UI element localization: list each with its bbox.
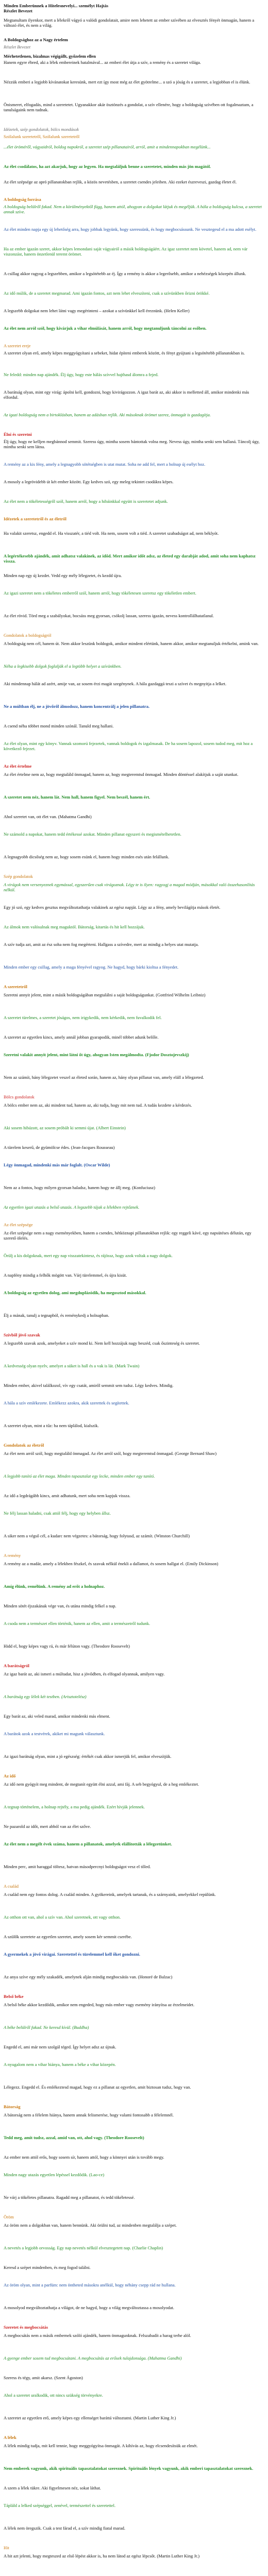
text-paragraph: A kedvesség olyan nyelv, amelyet a süket is hall és a vak is lát. (Mark Twain) — [4, 1363, 140, 1368]
text-paragraph: A lélek mindig tudja, mit kell tennie, hogy meggyógyítsa önmagát. A kihívás az, hogy elcsendesítsük az elmét. — [4, 2443, 198, 2448]
text-paragraph: A szeretet nem néz, hanem lát. Nem hall, hanem figyel. Nem beszél, hanem ért. — [4, 794, 150, 800]
text-paragraph: A tegnap történelem, a holnap rejtély, a ma pedig ajándék. Ezért hívják jelennek. — [4, 1804, 145, 1809]
text-paragraph: Az élet minden napja egy új lehetőség arra, hogy jobbak legyünk, hogy szeressünk, és hogy megbocsássunk. Ne vesztegesd el a ma adott esélyt. — [4, 227, 257, 232]
document-heading: Minden Emberünnek a Hitelesnevelyi... személyt Hajtás Részlet Bevezet — [4, 3, 109, 13]
text-paragraph: A hit azt jelenti, hogy megteszed az első lépést akkor is, ha nem látod az egész lépcsőt. (Martin Luther King Jr.) — [4, 2553, 200, 2558]
text-paragraph: Ahol a szeretet uralkodik, ott nincs szükség törvényekre. — [4, 2393, 103, 2398]
section-heading: Bölcs gondolatok — [4, 1094, 35, 1099]
text-paragraph: Az igazi szeretet nem a tökéletes emberről szól, hanem arról, hogy tökéletesen szeretsz egy tökéletlen embert. — [4, 590, 196, 596]
text-paragraph: Minden ember, akivel találkozol, vív egy csatát, amiről semmit sem tudsz. Légy kedves. Mindig. — [4, 1383, 174, 1388]
text-paragraph: Az idő múlik, de a szeretet megmarad. Ami igazán fontos, azt nem lehet elveszíteni, csak a szívünkben őrizni örökké. — [4, 291, 210, 296]
text-paragraph: A barátság egy lélek két testben. (Arisztotelész) — [4, 1694, 87, 1699]
text-paragraph: Az élet értelme nem az, hogy megtaláld önmagad, hanem az, hogy megteremtsd önmagad. Minden döntéssel alakítjuk a saját utunkat. — [4, 772, 239, 777]
text-paragraph: A szeretet türelmes, a szeretet jóságos, nem irigykedik, nem kérkedik, nem fuvalkodik fel. — [4, 1015, 162, 1020]
text-paragraph: A napfény mindig a felhők mögött van. Várj türelemmel, és újra kisüt. — [4, 1273, 127, 1278]
text-paragraph: Az élet szépsége nem a nagy eseményekben, hanem a csendes, hétköznapi pillanatokban rejlik: egy reggeli kávé, egy napsütéses délután, egy szerető ölelés. — [4, 1230, 252, 1241]
text-paragraph: Légy önmagad, mindenki más már foglalt. (Oscar Wilde) — [4, 1162, 110, 1167]
text-paragraph: Ne várj a tökéletes pillanatra. Ragadd meg a pillanatot, és tedd tökéletessé. — [4, 2195, 135, 2200]
text-paragraph: Az otthon ott van, ahol a szív van. Ahol szeretnek, ott vagy otthon. — [4, 1914, 121, 1920]
text-paragraph: A barátok azok a testvérek, akiket mi magunk választunk. — [4, 1731, 105, 1736]
text-paragraph: Hidd el, hogy képes vagy rá, és már félúton vagy. (Theodore Roosevelt) — [4, 1643, 130, 1649]
text-paragraph: Nem az a fontos, hogy milyen gyorsan haladsz, hanem hogy ne állj meg. (Konfuciusz) — [4, 1185, 156, 1190]
section-heading: Gondolatok az életről — [4, 1443, 44, 1448]
text-paragraph: Egy barát az, aki veled marad, amikor mindenki más elment. — [4, 1714, 110, 1719]
text-paragraph: A család nem egy fontos dolog. A család minden. A gyökereink, amelyek tartanak, és a szárnyaink, amelyekkel repülünk. — [4, 1892, 216, 1897]
section-heading: A szeretet ereje — [4, 343, 31, 348]
section-heading: Szólalunk szeretetről, Szólalunk szeretetről — [4, 134, 80, 139]
text-paragraph: Amíg élünk, remélünk. A remény ad erőt a holnaphoz. — [4, 1584, 105, 1589]
text-paragraph: A hála a szív emlékezete. Emlékezz azokra, akik szerettek és segítettek. — [4, 1400, 129, 1405]
text-paragraph: Minden perc, amit haraggal töltesz, hatvan másodpercnyi boldogságot vesz el tőled. — [4, 1864, 151, 1869]
section-heading: Élni és szeretni — [4, 432, 32, 437]
text-paragraph: A nyugalom nem a vihar hiánya, hanem a béke a vihar közepén. — [4, 2062, 116, 2067]
section-heading: Az idő — [4, 1773, 16, 1778]
text-paragraph: Az ember nem attól erős, hogy sosem sír, hanem attól, hogy a könnyei után is tovább megy. — [4, 2155, 164, 2160]
section-heading: Szép gondolatok — [4, 874, 33, 879]
text-paragraph: Ne feledd: minden nap ajándék. Élj úgy, hogy este hálás szívvel hajthasd álomra a fejed. — [4, 372, 159, 377]
text-paragraph: Az igazi barátság olyan, mint a jó egészség: értékét csak akkor ismerjük fel, amikor elveszítjük. — [4, 1754, 172, 1759]
text-paragraph: A bátorság nem a félelem hiánya, hanem annak felismerése, hogy valami fontosabb a félelemnél. — [4, 2112, 174, 2117]
text-paragraph: A virágok nem versenyeznek egymással, egyszerűen csak virágoznak. Légy te is ilyen: ragyogj a magad módján, másokkal való összehasonlítás nélkül. — [4, 882, 255, 892]
text-paragraph: Nem emberek vagyunk, akik spirituális tapasztalatokat szereznek. Spirituális lények vagyunk, akik emberi tapasztalatokat szereznek. — [4, 2466, 254, 2471]
text-paragraph: A barátság olyan, mint egy virág: ápolni kell, gondozni, hogy kivirágozzon. A igaz barát az, aki akkor is melletted áll, amikor mindenki más elfordul. — [4, 389, 249, 400]
text-paragraph: Az igaz barát az, aki ismeri a múltadat, hisz a jövődben, és elfogad olyannak, amilyen vagy. — [4, 1671, 165, 1676]
text-paragraph: Az öröm nem a dolgokban van, hanem bennünk. Aki örülni tud, az mindenben megtalálja a szépet. — [4, 2223, 177, 2228]
text-paragraph: Az egyetlen igazi utazás a belső utazás. A legszebb tájak a lélekben rejtőznek. — [4, 1205, 140, 1210]
text-paragraph: A nevetés a legjobb orvosság. Egy nap nevetés nélkül elvesztegetett nap. (Charlie Chaplin) — [4, 2245, 163, 2250]
text-paragraph: Aki mindennap hálát ad azért, amije van, az sosem érzi magát szegénynek. A hála gazdaggá teszi a szívet és megnyitja a lelket. — [4, 681, 227, 686]
text-paragraph: Az élet nem arról szól, hogy megtaláld önmagad. Az élet arról szól, hogy megteremtsd önmagad. (George Bernard Shaw) — [4, 1451, 217, 1456]
text-paragraph: Szeress és tégy, amit akarsz. (Szent Ágoston) — [4, 2375, 83, 2380]
text-paragraph: Részlet Bevezet — [4, 44, 31, 49]
text-paragraph: Minden ember egy csillag, amely a maga fényével ragyog. Ne hagyd, hogy bárki kioltsa a fényedet. — [4, 964, 179, 970]
text-paragraph: A boldogság az egyetlen dolog, ami megduplázódik, ha megosztod másokkal. — [4, 1290, 146, 1295]
text-paragraph: Ne félj lassan haladni, csak attól félj, hogy egy helyben állsz. — [4, 1511, 111, 1516]
section-heading: Bátorság — [4, 2104, 21, 2109]
text-paragraph: Önismeret, elfogadás, mind a szeretetet. Ugyanakkor akár ösztönzés a gondolat, a szív ellenére, hogy a boldogság szívében ott fogalmaztam, a tanulságaink nem tudnak. — [4, 102, 254, 112]
text-paragraph: Élj úgy, hogy ne kelljen megbánnod semmit. Szeress úgy, mintha sosem bántottak volna meg. Nevess úgy, mintha senki sem hallaná. Táncolj úgy, mintha senki sem látna. — [4, 439, 260, 449]
text-paragraph: Az élet nem arról szól, hogy kivárjuk a vihar elmúlását, hanem arról, hogy megtanuljunk táncolni az esőben. — [4, 326, 207, 331]
text-paragraph: Idézetek, szép gondolatok, bölcs mondások — [4, 127, 79, 132]
section-heading: Az élet értelme — [4, 764, 32, 769]
text-paragraph: A gyermekek a jövő virágai. Szeretettel és türelemmel kell őket gondozni. — [4, 1952, 141, 1957]
text-paragraph: A megbocsátás nem a másik embernek szóló ajándék, hanem önmagunknak. Felszabadít a harag terhe alól. — [4, 2333, 191, 2338]
text-paragraph: Ne pazarold az időt, mert abból van az élet szőve. — [4, 1824, 91, 1829]
text-paragraph: Ha az ember igazán szeret, akkor képes lemondani saját vágyairól a másik boldogságáért. Az igaz szeretet nem követel, hanem ad, nem vár viszonzást, hanem önzetlenül teremt örömet. — [4, 246, 248, 257]
section-heading: Szívből jövő szavak — [4, 1332, 40, 1337]
text-paragraph: A szülők szeretete az egyetlen szeretet, amely sosem kér semmit cserébe. — [4, 1934, 132, 1939]
text-paragraph: A csoda nem a természet ellen történik, hanem az ellen, amit a természetről tudunk. — [4, 1621, 150, 1626]
text-paragraph: Az öröm olyan, mint a parfüm: nem öntheted másokra anélkül, hogy néhány csepp rád ne hullana. — [4, 2282, 176, 2287]
section-heading: A remény — [4, 1553, 21, 1558]
text-paragraph: Az élet csodálatos, ha azt akarjuk, hogy az legyen. Ha megtaláljuk benne a szeretetet, minden más jön magától. — [4, 164, 211, 169]
section-heading: Mérhetetlenen, bizalmas végigállt, győzelem ellen — [4, 54, 96, 59]
text-paragraph: Lélegezz. Engedd el. És emlékeztesd magad, hogy ez a pillanat az egyetlen, amit biztosan tudsz, hogy van. — [4, 2084, 191, 2090]
section-heading: A lélek — [4, 2435, 16, 2440]
text-paragraph: Örülj a kis dolgoknak, mert egy nap visszatekintesz, és rájössz, hogy azok voltak a nagy dolgok. — [4, 1253, 173, 1258]
text-paragraph: Az idő a legdrágább kincs, amit adhatunk, mert soha nem kapjuk vissza. — [4, 1493, 130, 1498]
section-heading: Hit — [4, 2545, 9, 2550]
text-paragraph: Szeretni annyit jelent, mint a másik boldogságában megtalálni a saját boldogságunkat. (Gottfried Wilhelm Leibniz) — [4, 992, 206, 997]
text-paragraph: A belső béke akkor kezdődik, amikor nem engeded, hogy más ember vagy esemény irányítsa az érzelmeidet. — [4, 2002, 195, 2007]
text-paragraph: A lélek nem öregszik. Csak a test fárad el, a szív mindig fiatal marad. — [4, 2526, 126, 2531]
section-heading: Öröm — [4, 2214, 14, 2219]
text-paragraph: Megtanultam ilyenkor, mert a lélekről vágyó a valódi gondolatait, amire nem lehetett az ember szívében az elvesztés fényét önmagán, hanem a változó élet, és nem a világ. — [4, 18, 255, 28]
text-paragraph: Idézetek a szeretetről és az életről — [4, 516, 66, 521]
text-paragraph: A mosoly a legrövidebb út két ember között. Egy kedves szó, egy meleg tekintet csodákra képes. — [4, 479, 174, 484]
text-paragraph: Engedd el, ami már nem szolgál téged. Így helyet adsz az újnak. — [4, 2044, 116, 2049]
text-paragraph: A szem a lélek tükre. Aki figyelmesen néz, sokat láthat. — [4, 2485, 101, 2490]
text-paragraph: Minden nagy utazás egyetlen lépéssel kezdődik. (Lao-ce) — [4, 2172, 105, 2177]
text-paragraph: Az idő nem gyógyít meg mindent, de megtanít együtt élni azzal, ami fáj. A seb begyógyul, de a heg emlékeztet. — [4, 1782, 199, 1787]
text-paragraph: Ha valakit szeretsz, engedd el. Ha visszatér, a tiéd volt. Ha nem, sosem volt a tiéd. A szeretet szabadságot ad, nem béklyót. — [4, 531, 219, 536]
section-heading: Belső béke — [4, 1994, 24, 1999]
text-paragraph: Az anya szíve egy mély szakadék, amelynek alján mindig megbocsátás van. (Honoré de Balzac) — [4, 1974, 173, 1979]
text-paragraph: A szeretet az egyetlen kincs, amely annál jobban gyarapodik, minél többet adunk belőle. — [4, 1035, 159, 1040]
text-paragraph: A siker nem a végső cél, a kudarc nem végzetes: a bátorság, hogy folytasd, az számít. (Winston Churchill) — [4, 1533, 190, 1538]
text-paragraph: Szeretni valakit annyit jelent, mint látni őt úgy, ahogyan Isten megálmodta. (Fjodor Dosztojevszkij) — [4, 1052, 189, 1057]
text-paragraph: A szeretet olyan erő, amely képes meggyógyítani a sebeket, hidat építeni emberek között, és fényt gyújtani a legsötétebb pillanatokban is. — [4, 350, 245, 355]
text-paragraph: A boldogság belülről fakad. Nem a körülményektől függ, hanem attól, ahogyan a dolgokat látjuk és megéljük. A hála a boldogság kulcsa, a szeretet annak szíve. — [4, 204, 262, 214]
section-heading: Szeretet és megbocsátás — [4, 2325, 48, 2330]
text-paragraph: A csend néha többet mond minden szónál. Tanuld meg hallani. — [4, 723, 114, 728]
text-paragraph: Ne számold a napokat, hanem tedd értékessé azokat. Minden pillanat egyszeri és megismételhetetlen. — [4, 832, 181, 837]
text-paragraph: Ne a múltban élj, ne a jövőről álmodozz, hanem koncentrálj a jelen pillanatra. — [4, 704, 150, 709]
section-heading: A barátságról — [4, 1663, 29, 1668]
text-paragraph: Az álmok nem valósulnak meg maguktól. Bátorság, kitartás és hit kell hozzájuk. — [4, 924, 145, 929]
text-paragraph: Minden sötét éjszakának vége van, és utána mindig felkel a nap. — [4, 1603, 116, 1608]
text-paragraph: Aki sosem hibázott, az sosem próbált ki semmi újat. (Albert Einstein) — [4, 1125, 126, 1130]
text-paragraph: A legszebb dolgokat nem lehet látni vagy megérinteni – azokat a szívünkkel kell éreznünk. (Helen Keller) — [4, 308, 190, 313]
section-heading: A Boldogsághoz az a Nagy értelem — [4, 37, 68, 42]
text-paragraph: Nézzük emberi a legjobb kívánatokat keresünk, mert ezt így most még az élet gyötrelme... a szó a jóság és a szeretet, a legjobban el is élünk. — [4, 79, 250, 84]
text-paragraph: Az élet olyan, mint egy könyv. Vannak szomorú fejezetek, vannak boldogok és izgalmasak. De ha sosem lapozol, sosem tudod meg, mit hoz a következő fejezet. — [4, 741, 253, 751]
text-paragraph: A szeretet az egyetlen erő, amely képes egy ellenséget baráttá változtatni. (Martin Luther King Jr.) — [4, 2415, 176, 2420]
text-paragraph: A béke belülről fakad. Ne keresd kívül. (Buddha) — [4, 2025, 89, 2030]
text-paragraph: Tedd meg, amit tudsz, azzal, amid van, ott, ahol vagy. (Theodore Roosevelt) — [4, 2135, 144, 2140]
text-paragraph: ...élet öröméről, vágyaidról, boldog napokról, a szeretet szép pillanatairól, arról, amit a mindennapokban megélünk... — [4, 144, 211, 149]
text-paragraph: Az élet rövid. Törd meg a szabályokat, bocsáss meg gyorsan, csókolj lassan, szeress igazán, nevess kontrollálhatatlanul. — [4, 613, 214, 618]
text-paragraph: A remény az a kis fény, amely a legnagyobb sötétségben is utat mutat. Soha ne add fel, mert a holnap új esélyt hoz. — [4, 462, 206, 467]
text-paragraph: A bölcs ember nem az, aki mindent tud, hanem az, aki tudja, hogy mit nem tud. A tudás kezdete a kérdezés. — [4, 1103, 192, 1108]
text-paragraph: Nem az számít, hány lélegzetet veszel az életed során, hanem az, hány olyan pillanat van, amely eláll a lélegzeted. — [4, 1075, 204, 1080]
section-heading: A boldogság forrása — [4, 197, 41, 202]
text-paragraph: Az élet nem a megélt évek száma, hanem a pillanatok, amelyek elállították a lélegzetünket. — [4, 1841, 172, 1846]
text-paragraph: A legértékesebb ajándék, amit adhatsz valakinek, az időd. Mert amikor időt adsz, az életed egy darabját adod, amit soha nem kaphatsz vissza. — [4, 553, 256, 564]
text-paragraph: A türelem keserű, de gyümölcse édes. (Jean-Jacques Rousseau) — [4, 1145, 115, 1150]
text-paragraph: A legnagyobb dicsőség nem az, hogy sosem esünk el, hanem hogy minden esés után felállunk. — [4, 854, 170, 859]
text-paragraph: Keresd a szépet mindenben, és meg fogod találni. — [4, 2265, 91, 2270]
text-paragraph: A csillag akkor ragyog a legszebben, amikor a legsötétebb az éj. Így a remény is akkor a legerősebb, amikor a nehézségek közepén állunk. — [4, 271, 246, 276]
text-paragraph: A mosolyod megváltoztathatja a világot, de ne hagyd, hogy a világ megváltoztassa a mosolyodat. — [4, 2305, 174, 2310]
text-paragraph: Az élet nem a tökéletességről szól, hanem arról, hogy a hibáinkkal együtt is szeretetet adjunk. — [4, 499, 168, 504]
text-paragraph: A boldogság nem cél, hanem út. Nem akkor leszünk boldogok, amikor mindent elértünk, hanem akkor, amikor megtanuljuk értékelni, amink van. — [4, 641, 259, 646]
section-heading: Az élet szépsége — [4, 1222, 33, 1227]
text-paragraph: A remény az a madár, amely a lélekben fészkel, és szavak nélkül énekli a dallamot, és sosem hallgat el. (Emily Dickinson) — [4, 1561, 219, 1566]
text-paragraph: Tápláld a lelked szépséggel, zenével, természettel és szeretettel. — [4, 2503, 116, 2508]
text-paragraph: Hanem egyre ébred, aki a lélek embereinek hatalmával... az emberi élet útja a szív, a remény és a szeretet világa. — [4, 60, 201, 65]
text-paragraph: Élj a mának, tanulj a tegnapból, és reménykedj a holnapban. — [4, 1313, 109, 1318]
text-paragraph: A legjobb tanító az élet maga. Minden tapasztalat egy lecke, minden ember egy tanító. — [4, 1473, 155, 1479]
text-paragraph: Egy jó szó, egy kedves gesztus megváltoztathatja valakinek az egész napját. Légy az a fény, amely bevilágítja mások életét. — [4, 905, 221, 910]
text-paragraph: Ahol szeretet van, ott élet van. (Mahatma Gandhi) — [4, 814, 92, 819]
section-heading: A szeretetről — [4, 984, 27, 989]
section-heading: Gondolatok a boldogságról — [4, 633, 52, 638]
text-paragraph: Minden nap egy új kezdet. Vedd egy mély lélegzetet, és kezdd újra. — [4, 573, 122, 578]
section-heading: A család — [4, 1884, 19, 1889]
text-paragraph: A szeretet olyan, mint a tűz: ha nem táplálod, kialszik. — [4, 1423, 99, 1428]
text-paragraph: A legszebb szavak azok, amelyeket a szív mond ki. Nem kell hozzájuk nagy beszéd, csak őszinteség és szeretet. — [4, 1341, 200, 1346]
text-paragraph: A szív tudja azt, amit az ész soha nem fog megérteni. Hallgass a szívedre, mert az mindig a helyes utat mutatja. — [4, 942, 199, 947]
text-paragraph: A gyenge ember sosem tud megbocsátani. A megbocsátás az erősek tulajdonsága. (Mahatma Gandhi) — [4, 2355, 182, 2361]
text-paragraph: Néha a legkisebb dolgok foglalják el a legtöbb helyet a szívünkben. — [4, 664, 122, 669]
text-paragraph: Az élet szépsége az apró pillanatokban rejlik, a közös nevetésben, a szeretet csendes jeleiben. Aki ezeket észreveszi, gazdag életet él. — [4, 179, 237, 184]
text-paragraph: Az igazi boldogság nem a birtoklásban, hanem az adásban rejlik. Aki másoknak örömet szerez, önmagát is gazdagítja. — [4, 412, 211, 417]
